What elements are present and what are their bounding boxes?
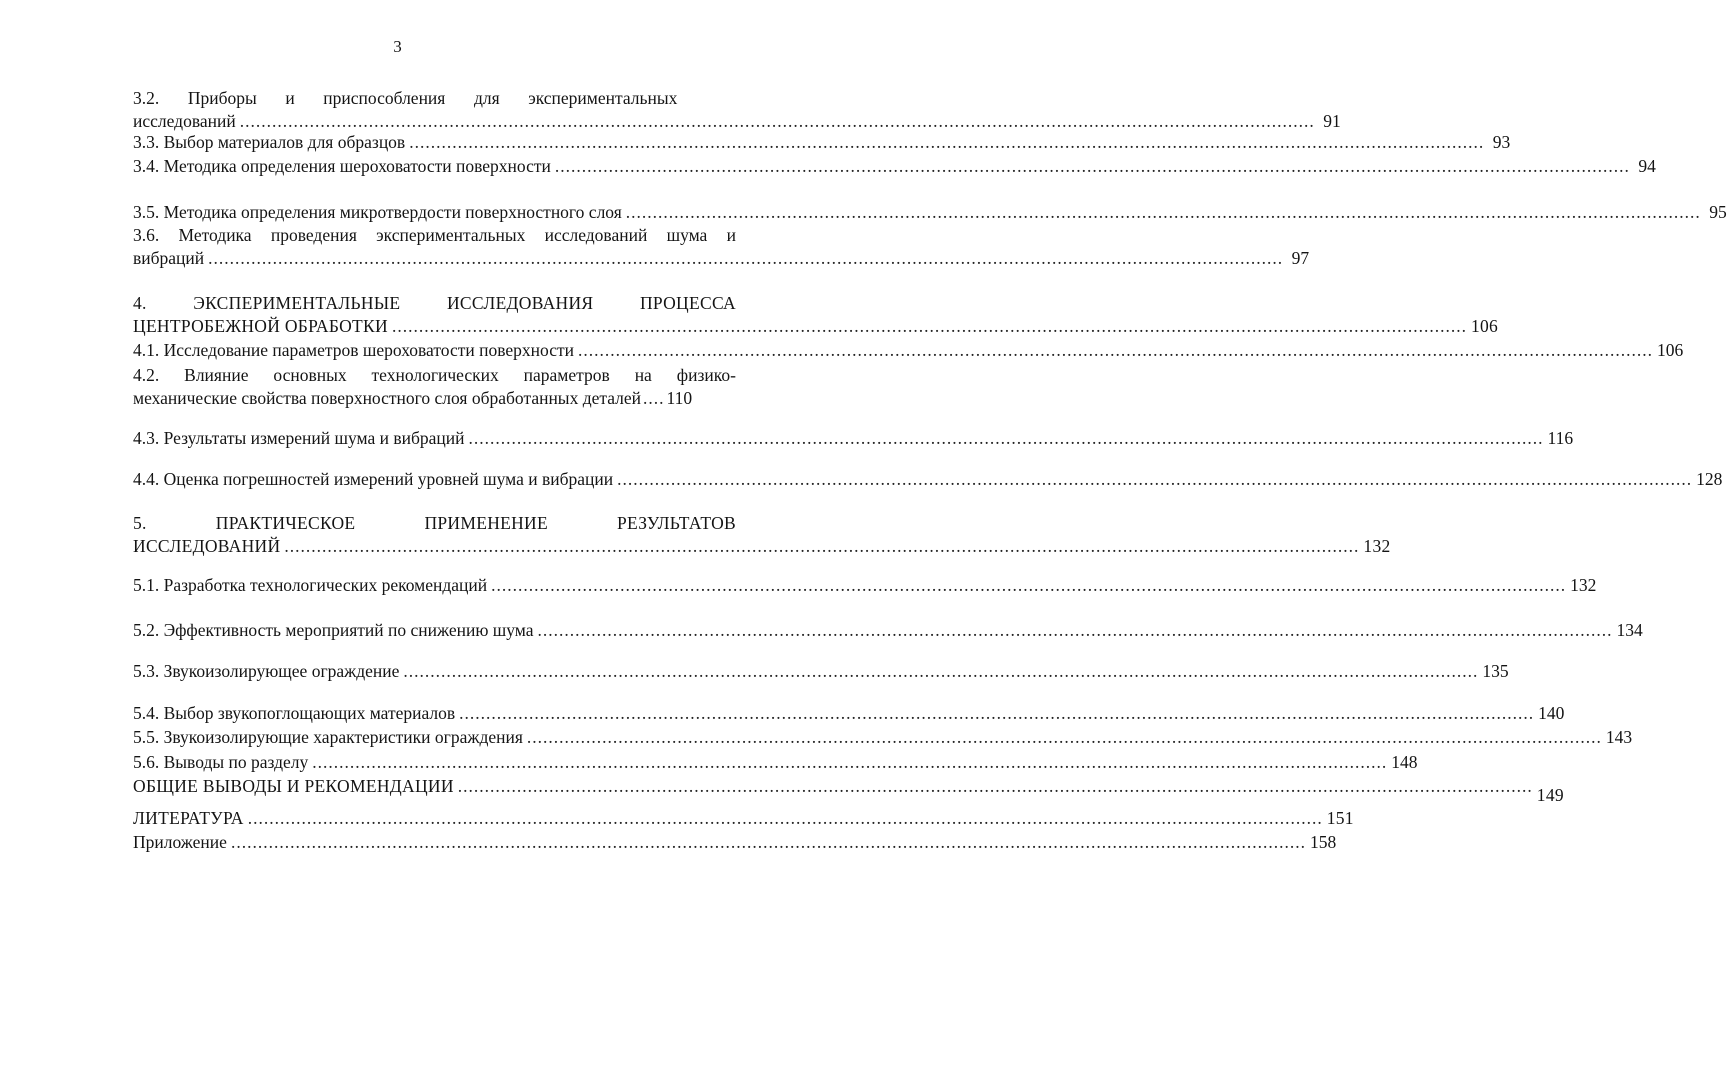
page-ref: 106 <box>1470 316 1499 336</box>
toc-entry-5-4[interactable] <box>133 702 1565 725</box>
page-ref: 134 <box>1616 620 1643 640</box>
toc-title: 4.3. Результаты измерений шума и вибраций <box>133 428 465 448</box>
toc-title: 5.5. Звукоизолирующие характеристики ограждения <box>133 727 523 747</box>
leader-dots: ........................................................................................................................................................................................................ <box>208 248 1284 268</box>
toc-title: 4.4. Оценка погрешностей измерений уровней шума и вибрации <box>133 469 614 489</box>
toc-chapter-5-second-line: ИССЛЕДОВАНИЙ ........................................................................................................................................................................................................ 132 <box>133 536 1391 556</box>
toc-chapter-5[interactable] <box>133 512 1391 558</box>
leader-dots: ........................................................................................................................................................................................................ <box>526 727 1602 747</box>
page-number: 3 <box>393 37 402 56</box>
page-ref: 110 <box>666 388 693 408</box>
leader-dots: ........................................................................................................................................................................................................ <box>409 132 1485 152</box>
toc-entry-3-6[interactable] <box>133 224 1310 270</box>
leader-dots: ........................................................................................................................................................................................................ <box>578 340 1654 360</box>
leader-dots: ........................................................................................................................................................................................................ <box>403 661 1479 681</box>
toc-title: 3.5. Методика определения микротвердости поверхностного слоя <box>133 202 622 222</box>
toc-entry-5-3[interactable] <box>133 660 1509 683</box>
leader-dots: ........................................................................................................................................................................................................ <box>247 808 1323 828</box>
leader-dots: ........................................................................................................................................................................................................ <box>391 316 1467 336</box>
leader-dots: ........................................................................................................................................................................................................ <box>617 469 1693 489</box>
page-ref: 148 <box>1391 752 1418 772</box>
toc-title: 5.4. Выбор звукопоглощающих материалов <box>133 703 456 723</box>
toc-entry-3-3[interactable] <box>133 131 1511 154</box>
page-ref: 158 <box>1309 832 1337 852</box>
toc-title: 3.4. Методика определения шероховатости поверхности <box>133 156 551 176</box>
page-ref: 149 <box>1536 785 1564 805</box>
page-ref: 116 <box>1547 428 1574 448</box>
toc-conclusions[interactable] <box>133 775 1564 805</box>
page-ref: 135 <box>1482 661 1509 681</box>
page-ref: 143 <box>1605 727 1633 747</box>
toc-entry-3-4[interactable] <box>133 155 1656 178</box>
leader-dots: ........................................................................................................................................................................................................ <box>312 752 1388 772</box>
page-ref: 97 <box>1291 248 1310 268</box>
toc-title: 4.1. Исследование параметров шероховатости поверхности <box>133 340 575 360</box>
toc-title: 3.3. Выбор материалов для образцов <box>133 132 406 152</box>
page-ref: 94 <box>1638 156 1656 176</box>
leader-dots: ........................................................................................................................................................................................................ <box>230 832 1306 852</box>
toc-chapter-5-first-line: 5. ПРАКТИЧЕСКОЕ ПРИМЕНЕНИЕ РЕЗУЛЬТАТОВ <box>133 513 736 533</box>
leader-dots: ........................................................................................................................................................................................................ <box>284 536 1360 556</box>
toc-entry-4-2-second-line: механические свойства поверхностного слоя обработанных деталей .... 110 <box>133 388 693 408</box>
toc-entry-4-2[interactable] <box>133 364 736 410</box>
toc-entry-5-2[interactable] <box>133 619 1643 642</box>
toc-entry-4-1[interactable] <box>133 339 1684 362</box>
toc-title: 5.3. Звукоизолирующее ограждение <box>133 661 400 681</box>
toc-chapter-4-first-line: 4. ЭКСПЕРИМЕНТАЛЬНЫЕ ИССЛЕДОВАНИЯ ПРОЦЕССА <box>133 293 736 313</box>
leader-dots: ........................................................................................................................................................................................................ <box>537 620 1613 640</box>
toc-entry-3-2[interactable] <box>133 87 1341 133</box>
toc-entry-5-1[interactable] <box>133 574 1597 597</box>
toc-entry-3-6-second-line: вибраций ........................................................................................................................................................................................................ 97 <box>133 248 1310 268</box>
toc-chapter-4-second-line: ЦЕНТРОБЕЖНОЙ ОБРАБОТКИ ........................................................................................................................................................................................................ 106 <box>133 316 1499 336</box>
toc-entry-3-2-first-line: 3.2. Приборы и приспособления для экспериментальных <box>133 88 678 108</box>
leader-dots: ........................................................................................................................................................................................................ <box>457 776 1533 796</box>
page-ref: 106 <box>1657 340 1684 360</box>
toc-title: 5.1. Разработка технологических рекомендаций <box>133 575 488 595</box>
toc-title: 5.2. Эффективность мероприятий по снижению шума <box>133 620 534 640</box>
toc-literature[interactable] <box>133 807 1354 830</box>
toc-title: 5.6. Выводы по разделу <box>133 752 309 772</box>
page-ref: 132 <box>1570 575 1597 595</box>
toc-entry-3-5[interactable] <box>133 201 1727 224</box>
page-ref: 151 <box>1326 808 1354 828</box>
page-ref: 95 <box>1709 202 1727 222</box>
page-ref: 91 <box>1323 111 1341 131</box>
leader-dots: ........................................................................................................................................................................................................ <box>239 111 1315 131</box>
toc-entry-3-2-second-line: исследований ........................................................................................................................................................................................................ 91 <box>133 111 1341 131</box>
toc-entry-4-3[interactable] <box>133 427 1574 450</box>
toc-entry-5-5[interactable] <box>133 726 1633 749</box>
leader-dots: ........................................................................................................................................................................................................ <box>491 575 1567 595</box>
page-ref: 132 <box>1363 536 1391 556</box>
leader-dots: ........................................................................................................................................................................................................ <box>459 703 1535 723</box>
leader-dots: ........................................................................................................................................................................................................ <box>554 156 1630 176</box>
toc-title: Приложение <box>133 832 227 852</box>
toc-entry-5-6[interactable] <box>133 751 1418 774</box>
toc-entry-4-4[interactable] <box>133 468 1723 491</box>
page-ref: 128 <box>1696 469 1723 489</box>
page-ref: 93 <box>1492 132 1511 152</box>
toc-chapter-4[interactable] <box>133 292 1499 338</box>
toc-title: ОБЩИЕ ВЫВОДЫ И РЕКОМЕНДАЦИИ <box>133 776 454 796</box>
toc-entry-4-2-first-line: 4.2. Влияние основных технологических параметров на физико- <box>133 365 736 385</box>
leader-dots: .... <box>643 388 665 408</box>
toc-title: ЛИТЕРАТУРА <box>133 808 244 828</box>
toc-appendix[interactable] <box>133 831 1337 854</box>
leader-dots: ........................................................................................................................................................................................................ <box>625 202 1701 222</box>
toc-entry-3-6-first-line: 3.6. Методика проведения экспериментальных исследований шума и <box>133 225 736 245</box>
page-ref: 140 <box>1538 703 1565 723</box>
leader-dots: ........................................................................................................................................................................................................ <box>468 428 1544 448</box>
